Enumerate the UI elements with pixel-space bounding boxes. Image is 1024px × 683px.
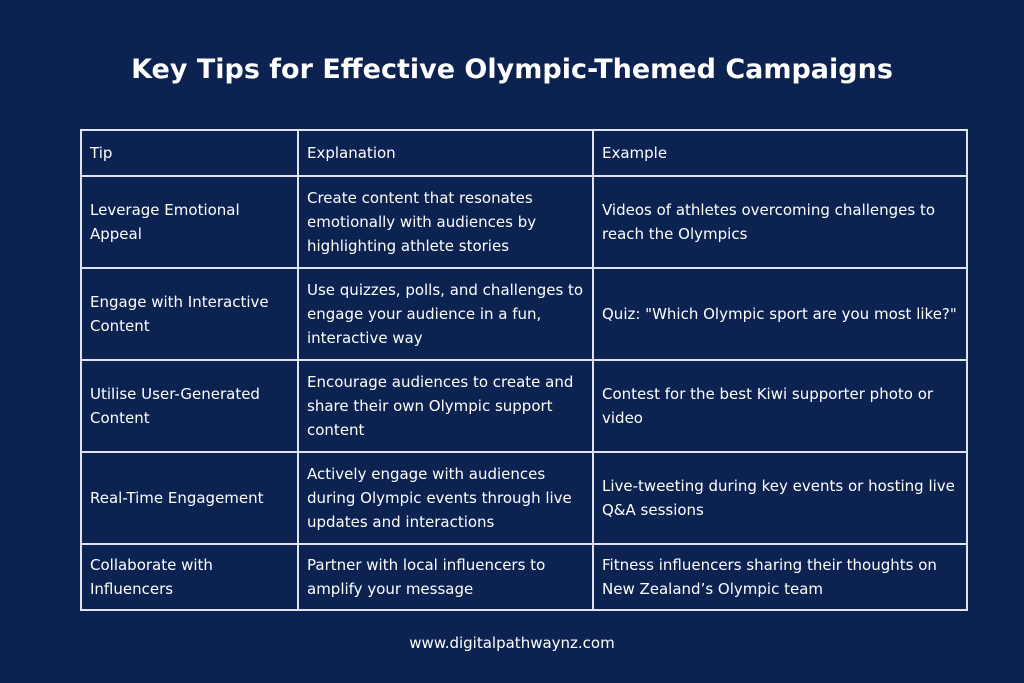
footer-website-link[interactable]: www.digitalpathwaynz.com xyxy=(409,634,615,652)
explanation-cell: Actively engage with audiences during Olympic events through live updates and interactions xyxy=(298,452,593,544)
example-cell: Live-tweeting during key events or hosting live Q&A sessions xyxy=(593,452,967,544)
explanation-cell: Partner with local influencers to amplify your message xyxy=(298,544,593,610)
table-row xyxy=(81,452,967,544)
explanation-cell: Encourage audiences to create and share their own Olympic support content xyxy=(298,360,593,452)
tip-cell: Utilise User-Generated Content xyxy=(81,360,298,452)
example-cell: Videos of athletes overcoming challenges to reach the Olympics xyxy=(593,176,967,268)
table-header-row xyxy=(81,130,967,176)
example-cell: Fitness influencers sharing their thoughts on New Zealand’s Olympic team xyxy=(593,544,967,610)
explanation-cell: Use quizzes, polls, and challenges to engage your audience in a fun, interactive way xyxy=(298,268,593,360)
example-cell: Contest for the best Kiwi supporter photo or video xyxy=(593,360,967,452)
explanation-cell: Create content that resonates emotionally with audiences by highlighting athlete stories xyxy=(298,176,593,268)
header-tip: Tip xyxy=(81,130,298,176)
tip-cell: Engage with Interactive Content xyxy=(81,268,298,360)
table-row xyxy=(81,176,967,268)
header-example: Example xyxy=(593,130,967,176)
table-row xyxy=(81,268,967,360)
tips-table xyxy=(80,129,968,611)
example-cell: Quiz: "Which Olympic sport are you most like?" xyxy=(593,268,967,360)
table-row xyxy=(81,544,967,610)
page-title: Key Tips for Effective Olympic-Themed Campaigns xyxy=(131,54,893,85)
tip-cell: Leverage Emotional Appeal xyxy=(81,176,298,268)
tip-cell: Collaborate with Influencers xyxy=(81,544,298,610)
tip-cell: Real-Time Engagement xyxy=(81,452,298,544)
header-explanation: Explanation xyxy=(298,130,593,176)
table-row xyxy=(81,360,967,452)
